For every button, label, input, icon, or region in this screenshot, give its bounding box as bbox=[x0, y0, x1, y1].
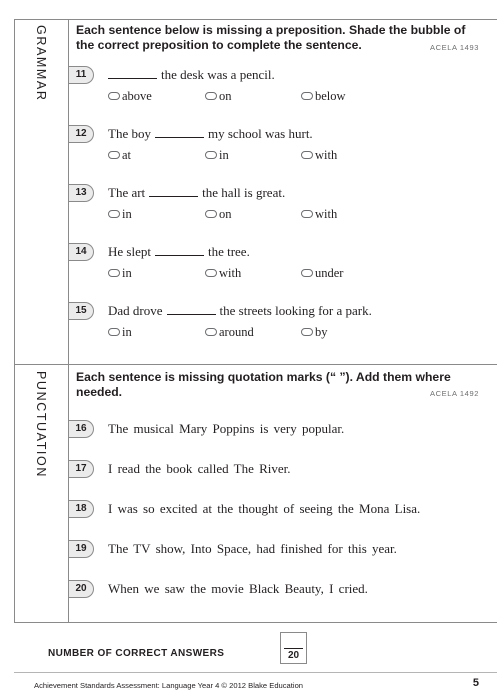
question-18-sentence[interactable]: I was so excited at the thought of seeing the Mona Lisa. bbox=[108, 501, 421, 516]
answer-bubble[interactable] bbox=[205, 269, 217, 277]
answer-bubble[interactable] bbox=[205, 151, 217, 159]
answer-bubble[interactable] bbox=[301, 151, 313, 159]
question-12-blank bbox=[155, 137, 204, 138]
question-number-11: 11 bbox=[69, 66, 94, 84]
answer-bubble[interactable] bbox=[301, 92, 313, 100]
question-12-option-3[interactable] bbox=[301, 148, 337, 162]
question-number-18: 18 bbox=[69, 500, 94, 518]
option-label: on bbox=[219, 207, 232, 221]
answer-bubble[interactable] bbox=[205, 92, 217, 100]
option-label: by bbox=[315, 325, 328, 339]
punctuation-instruction: Each sentence is missing quotation marks (“ ”). Add them where needed. bbox=[76, 370, 451, 399]
section-divider bbox=[14, 364, 497, 365]
option-label: in bbox=[122, 266, 132, 280]
option-label: with bbox=[219, 266, 242, 280]
question-13-before: The art bbox=[108, 185, 146, 200]
punctuation-section-label: PUNCTUATION bbox=[34, 371, 48, 478]
question-13-option-1[interactable] bbox=[108, 207, 132, 221]
question-number-15: 15 bbox=[69, 302, 94, 320]
question-13-sentence bbox=[108, 185, 285, 201]
question-14-option-1[interactable] bbox=[108, 266, 132, 280]
question-16-sentence[interactable]: The musical Mary Poppins is very popular. bbox=[108, 421, 345, 436]
question-19-sentence[interactable]: The TV show, Into Space, had finished for this year. bbox=[108, 541, 397, 556]
footer-copyright: Achievement Standards Assessment: Language Year 4 © 2012 Blake Education bbox=[34, 681, 304, 690]
option-label: around bbox=[219, 325, 254, 339]
question-14-blank bbox=[155, 255, 204, 256]
label-column-rule bbox=[68, 19, 69, 622]
question-14-option-3[interactable] bbox=[301, 266, 343, 280]
question-12-option-1[interactable] bbox=[108, 148, 131, 162]
question-14-after: the tree. bbox=[207, 244, 250, 259]
answer-bubble[interactable] bbox=[108, 210, 120, 218]
question-15-option-1[interactable] bbox=[108, 325, 132, 339]
question-17-sentence[interactable]: I read the book called The River. bbox=[108, 461, 291, 476]
question-12-after: my school was hurt. bbox=[207, 126, 313, 141]
answer-bubble[interactable] bbox=[205, 210, 217, 218]
score-label: NUMBER OF CORRECT ANSWERS bbox=[48, 648, 225, 659]
grammar-instruction: Each sentence below is missing a preposition. Shade the bubble of the correct preposition to complete the sentence. bbox=[76, 23, 466, 52]
option-label: on bbox=[219, 89, 232, 103]
answer-bubble[interactable] bbox=[108, 269, 120, 277]
question-number-19: 19 bbox=[69, 540, 94, 558]
question-number-14: 14 bbox=[69, 243, 94, 261]
answer-bubble[interactable] bbox=[301, 328, 313, 336]
frame-top-rule bbox=[14, 19, 497, 20]
question-13-option-2[interactable] bbox=[205, 207, 232, 221]
question-15-after: the streets looking for a park. bbox=[219, 303, 372, 318]
punctuation-curriculum-code: ACELA 1492 bbox=[430, 389, 479, 398]
question-number-20: 20 bbox=[69, 580, 94, 598]
question-number-16: 16 bbox=[69, 420, 94, 438]
question-14-before: He slept bbox=[108, 244, 151, 259]
page-number: 5 bbox=[472, 677, 479, 689]
grammar-section-label: GRAMMAR bbox=[34, 25, 48, 102]
question-15-blank bbox=[167, 314, 216, 315]
answer-bubble[interactable] bbox=[108, 151, 120, 159]
option-label: above bbox=[122, 89, 152, 103]
question-15-option-2[interactable] bbox=[205, 325, 254, 339]
footer-rule bbox=[14, 672, 497, 673]
question-11-blank bbox=[108, 78, 157, 79]
answer-bubble[interactable] bbox=[301, 210, 313, 218]
grammar-curriculum-code: ACELA 1493 bbox=[430, 43, 479, 52]
question-11-sentence bbox=[108, 67, 275, 83]
score-total: 20 bbox=[287, 650, 300, 661]
frame-bottom-rule bbox=[14, 622, 497, 623]
question-14-option-2[interactable] bbox=[205, 266, 241, 280]
option-label: in bbox=[219, 148, 229, 162]
question-14-sentence bbox=[108, 244, 250, 260]
answer-bubble[interactable] bbox=[205, 328, 217, 336]
option-label: with bbox=[315, 148, 338, 162]
question-15-before: Dad drove bbox=[108, 303, 163, 318]
question-12-before: The boy bbox=[108, 126, 151, 141]
option-label: below bbox=[315, 89, 346, 103]
question-13-after: the hall is great. bbox=[202, 185, 286, 200]
question-number-12: 12 bbox=[69, 125, 94, 143]
question-12-option-2[interactable] bbox=[205, 148, 229, 162]
option-label: under bbox=[315, 266, 344, 280]
option-label: in bbox=[122, 325, 132, 339]
question-20-sentence[interactable]: When we saw the movie Black Beauty, I cried. bbox=[108, 581, 368, 596]
question-13-option-3[interactable] bbox=[301, 207, 337, 221]
question-15-sentence bbox=[108, 303, 372, 319]
question-13-blank bbox=[149, 196, 198, 197]
answer-bubble[interactable] bbox=[301, 269, 313, 277]
score-entry-line bbox=[284, 648, 303, 649]
frame-left-rule bbox=[14, 19, 15, 622]
answer-bubble[interactable] bbox=[108, 92, 120, 100]
question-11-after: the desk was a pencil. bbox=[161, 67, 275, 82]
question-15-option-3[interactable] bbox=[301, 325, 328, 339]
option-label: at bbox=[122, 148, 132, 162]
question-number-13: 13 bbox=[69, 184, 94, 202]
question-11-option-3[interactable] bbox=[301, 89, 346, 103]
option-label: in bbox=[122, 207, 132, 221]
question-12-sentence bbox=[108, 126, 313, 142]
answer-bubble[interactable] bbox=[108, 328, 120, 336]
question-number-17: 17 bbox=[69, 460, 94, 478]
question-11-option-1[interactable] bbox=[108, 89, 152, 103]
option-label: with bbox=[315, 207, 338, 221]
question-11-option-2[interactable] bbox=[205, 89, 232, 103]
